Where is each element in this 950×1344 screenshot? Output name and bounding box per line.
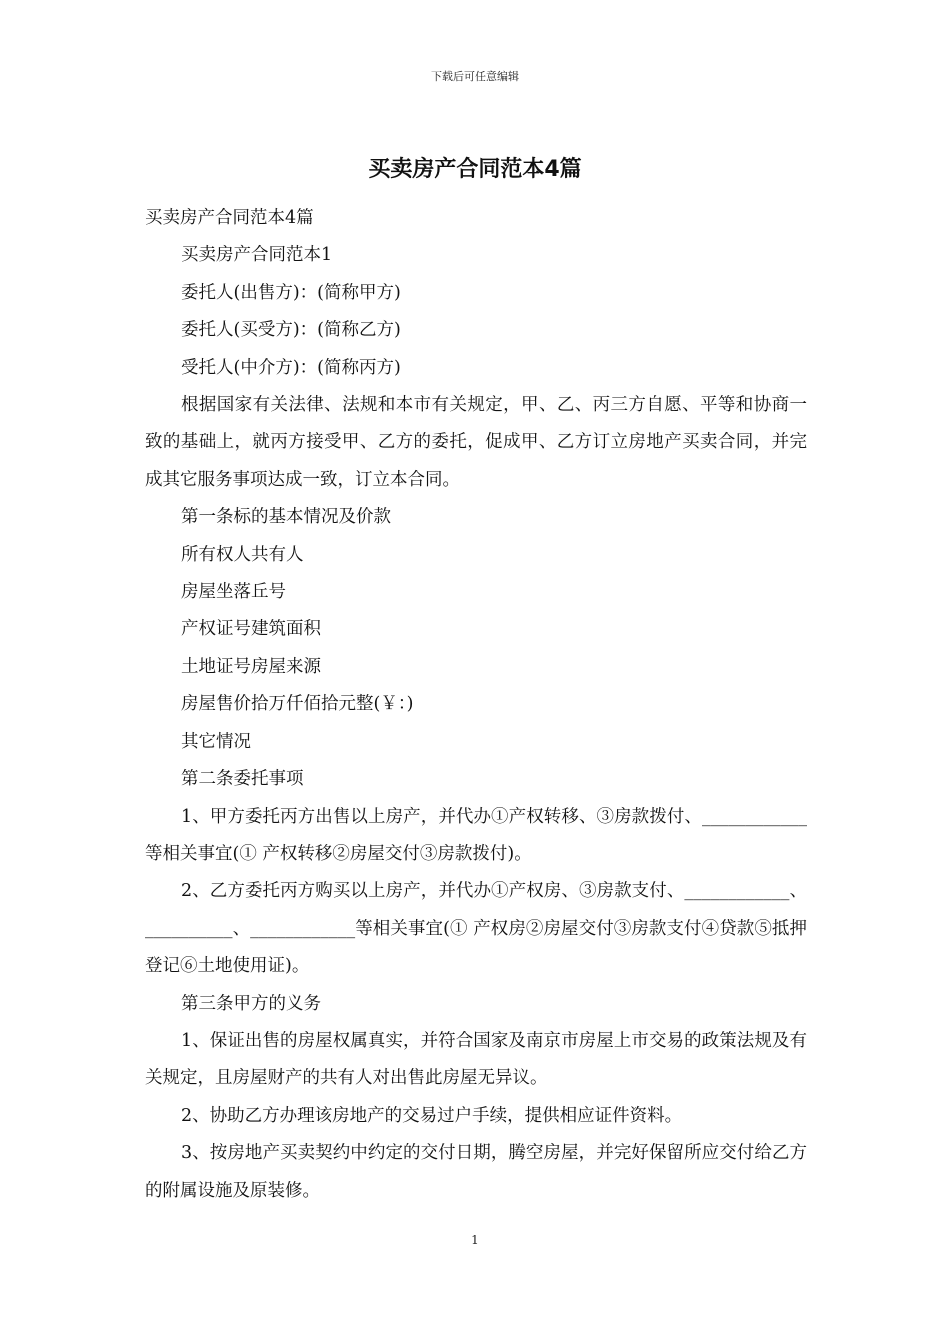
paragraph-article-3-item-2: 2、协助乙方办理该房地产的交易过户手续，提供相应证件资料。 (181, 1105, 683, 1126)
paragraph-article-3-item-1: 1、保证出售的房屋权属真实，并符合国家及南京市房屋上市交易的政策法规及有关规定，且房屋财产的共有人对出售此房屋无异议。 (145, 1030, 807, 1089)
page-number: 1 (471, 1233, 479, 1247)
paragraph-party-seller: 委托人(出售方)：(简称甲方) (181, 282, 401, 303)
paragraph-article-3-heading: 第三条甲方的义务 (181, 993, 321, 1014)
paragraph-owner: 所有权人共有人 (181, 544, 304, 565)
document-body (145, 200, 807, 1210)
paragraph-land-certificate: 土地证号房屋来源 (181, 656, 321, 677)
document-title: 买卖房产合同范本4篇 (368, 157, 582, 182)
paragraph-article-2-item-1: 1、甲方委托丙方出售以上房产，并代办①产权转移、③房款拨付、____________等相关事宜(① 产权转移②房屋交付③房款拨付)。 (145, 806, 807, 864)
paragraph-party-agent: 受托人(中介方)：(简称丙方) (181, 357, 401, 378)
paragraph-preamble: 根据国家有关法律、法规和本市有关规定，甲、乙、丙三方自愿、平等和协商一致的基础上，就丙方接受甲、乙方的委托，促成甲、乙方订立房地产买卖合同，并完成其它服务事项达成一致，订立本合同。 (145, 395, 807, 490)
paragraph-other: 其它情况 (181, 731, 251, 752)
page-header: 下载后可任意编辑 (431, 70, 519, 83)
paragraph-article-2-item-2: 2、乙方委托丙方购买以上房产，并代办①产权房、③房款支付、____________、__________、____________等相关事宜(① 产权房②房屋交付③房款支付④贷款⑤抵押登记⑥土地使用证)。 (145, 881, 807, 977)
paragraph-party-buyer: 委托人(买受方)：(简称乙方) (181, 320, 401, 341)
paragraph-article-3-item-3: 3、按房地产买卖契约中约定的交付日期，腾空房屋，并完好保留所应交付给乙方的附属设施及原装修。 (145, 1143, 807, 1201)
paragraph-article-2-heading: 第二条委托事项 (181, 769, 304, 790)
paragraph-location: 房屋坐落丘号 (181, 582, 286, 603)
paragraph-price: 房屋售价拾万仟佰拾元整(￥：) (181, 694, 414, 715)
paragraph-contract-heading: 买卖房产合同范本1 (181, 245, 333, 266)
paragraph-doc-title: 买卖房产合同范本4篇 (145, 208, 314, 228)
paragraph-certificate: 产权证号建筑面积 (181, 619, 321, 640)
paragraph-article-1-heading: 第一条标的基本情况及价款 (181, 507, 391, 528)
